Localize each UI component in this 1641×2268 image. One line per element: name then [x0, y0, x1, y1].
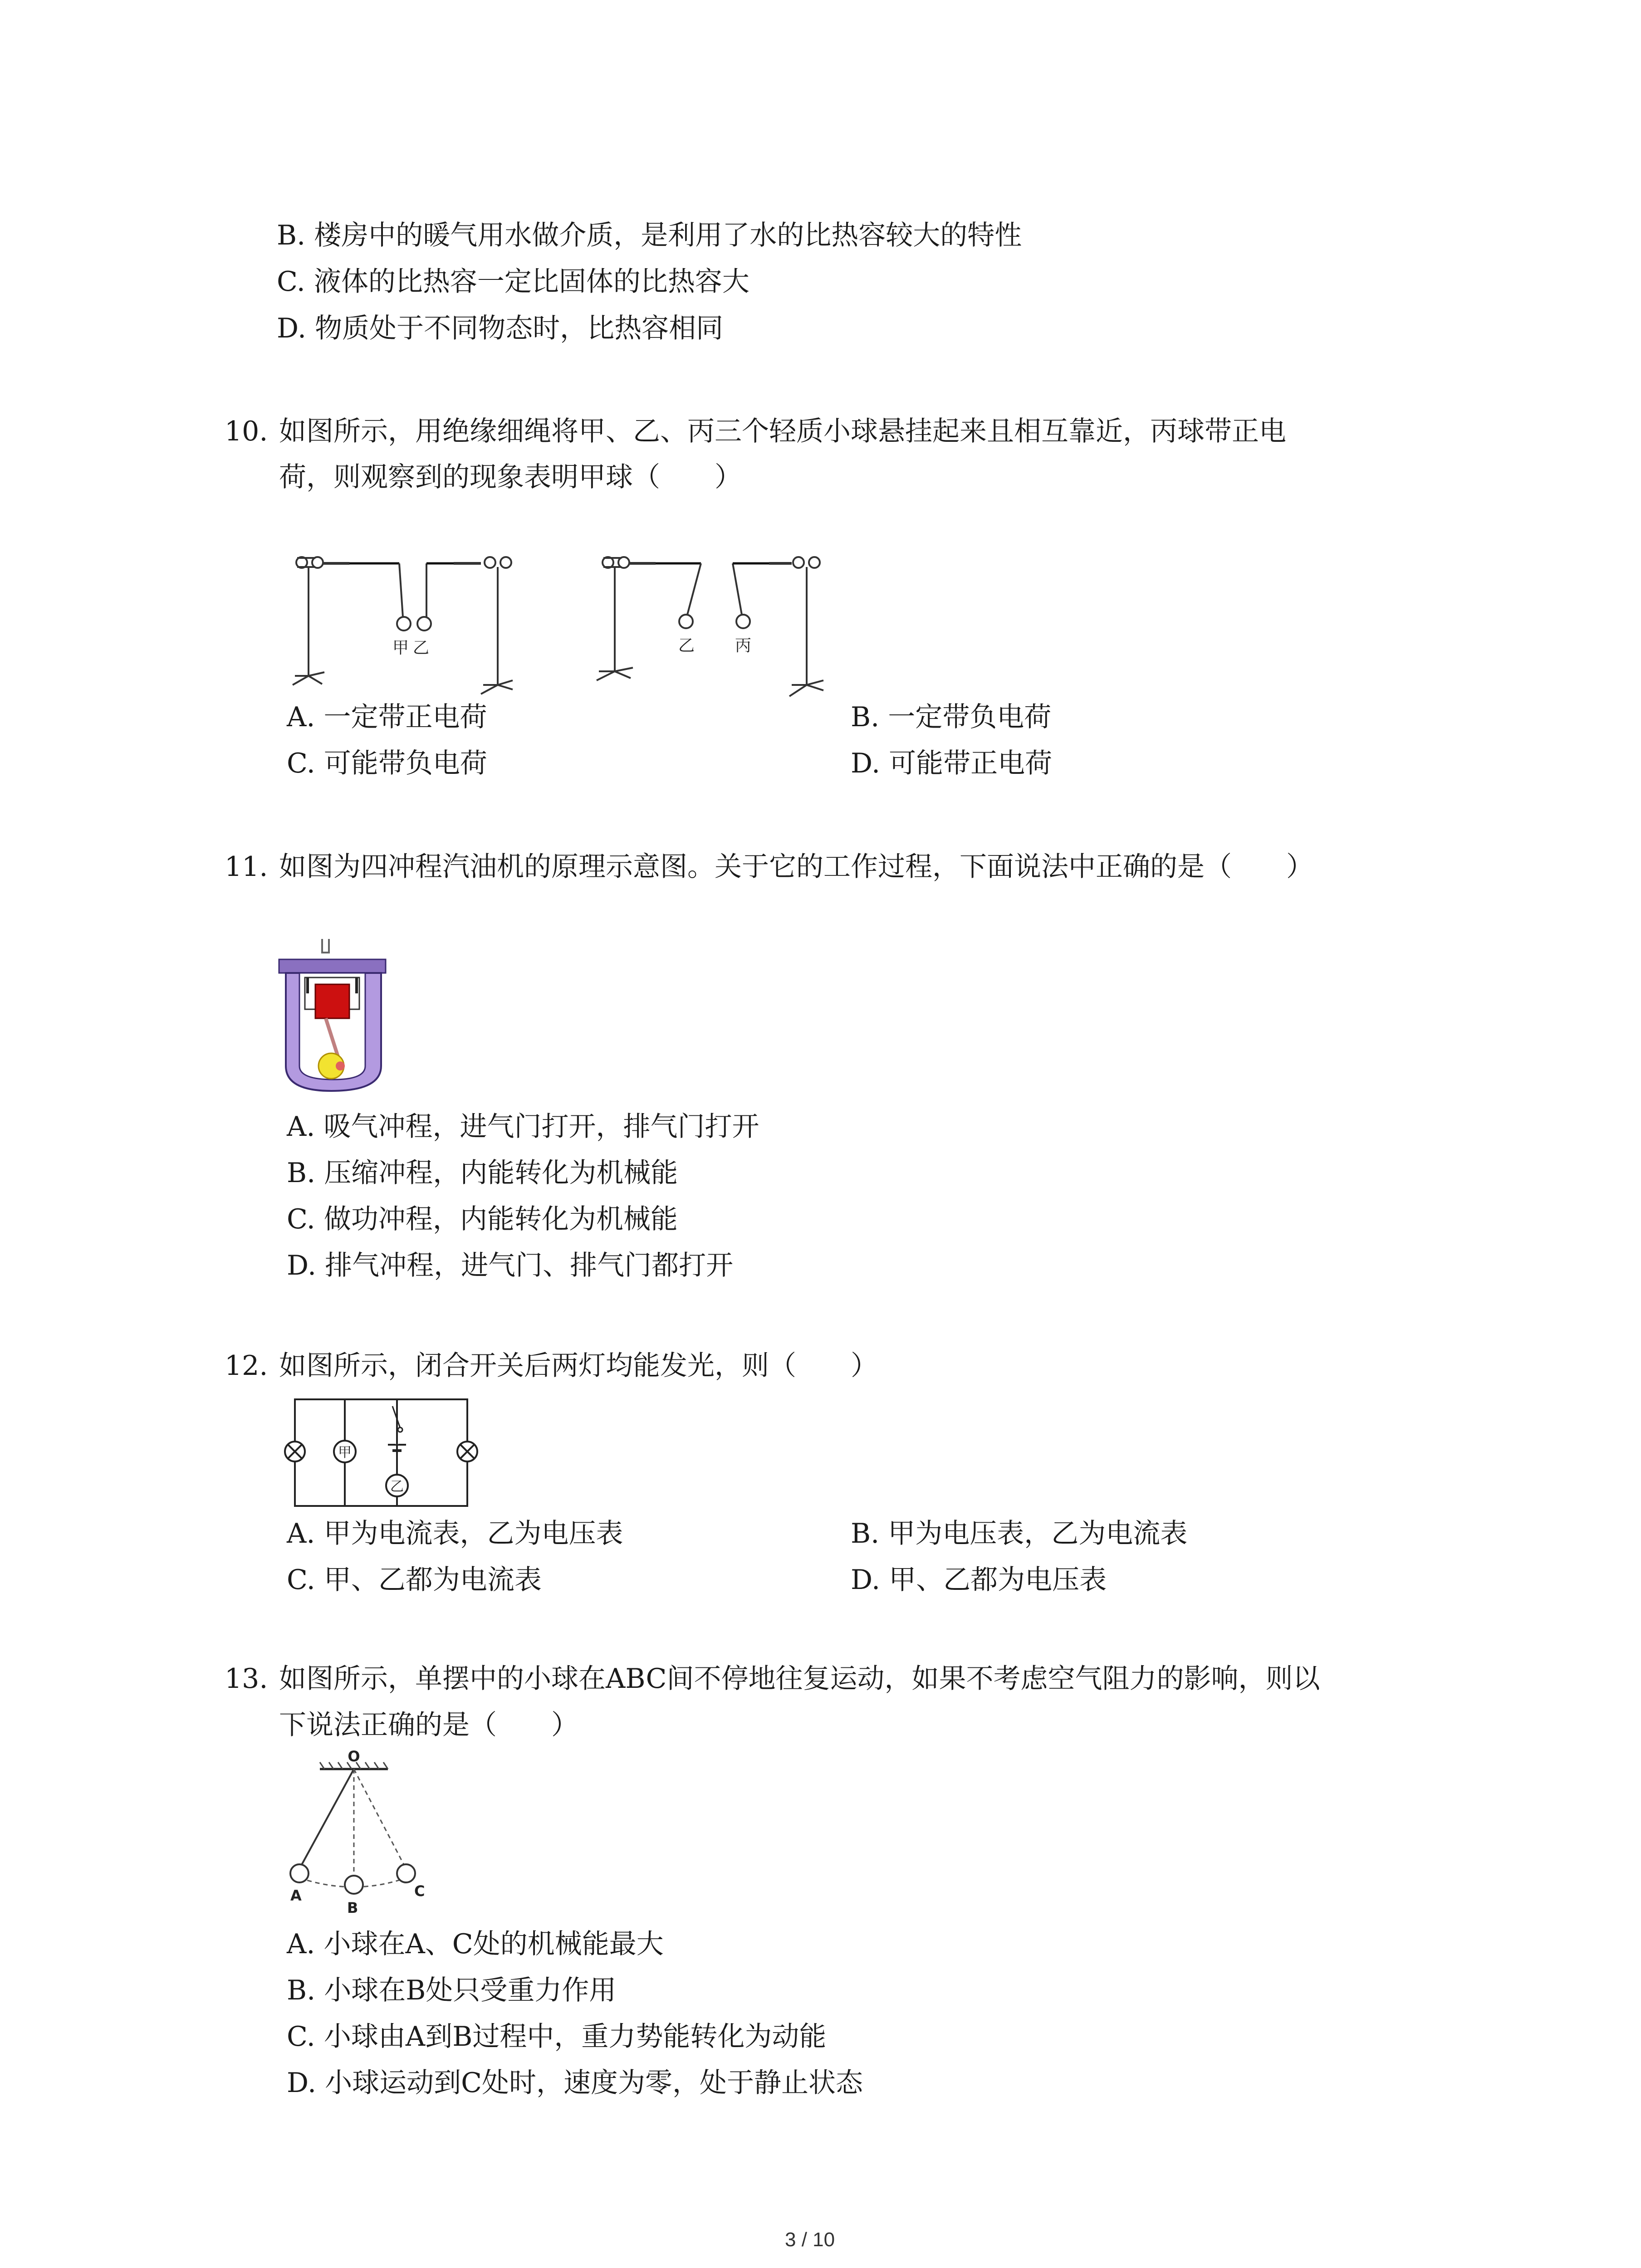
q13-option-a: A. 小球在A、C处的机械能最大 — [287, 1928, 664, 1960]
page-number: 3 / 10 — [785, 2229, 835, 2251]
q13-option-b: B. 小球在B处只受重力作用 — [287, 1975, 617, 2006]
q9-option-c: C. 液体的比热容一定比固体的比热容大 — [277, 266, 749, 298]
q12-option-c: C. 甲、乙都为电流表 — [287, 1564, 542, 1596]
q11-option-d: D. 排气冲程，进气门、排气门都打开 — [287, 1250, 734, 1281]
q13-figure-pendulum — [279, 1749, 442, 1930]
q12-option-b: B. 甲为电压表，乙为电流表 — [851, 1518, 1188, 1549]
q10-figure-suspended-balls — [277, 540, 867, 703]
q12-meter-jia-label: 甲 — [338, 1445, 352, 1461]
q13-stem-line2: 下说法正确的是（ ） — [279, 1709, 578, 1741]
q12-option-d: D. 甲、乙都为电压表 — [851, 1564, 1107, 1596]
q12-stem-line1: 如图所示，闭合开关后两灯均能发光，则（ ） — [279, 1350, 878, 1382]
q11-stem-line1: 如图为四冲程汽油机的原理示意图。关于它的工作过程，下面说法中正确的是（ ） — [279, 851, 1313, 883]
q10-option-a: A. 一定带正电荷 — [287, 701, 487, 733]
q13-label-b: B — [347, 1899, 358, 1916]
q12-meter-yi-label: 乙 — [390, 1479, 404, 1495]
q10-option-b: B. 一定带负电荷 — [851, 701, 1052, 733]
q10-label-jia: 甲 — [392, 639, 409, 657]
q10-stem-line2: 荷，则观察到的现象表明甲球（ ） — [279, 461, 742, 493]
q11-option-b: B. 压缩冲程，内能转化为机械能 — [287, 1157, 678, 1189]
q12-figure-circuit — [281, 1393, 481, 1515]
q13-option-c: C. 小球由A到B过程中，重力势能转化为动能 — [287, 2021, 827, 2053]
q10-label-yi-1: 乙 — [413, 639, 430, 657]
q13-number: 13. — [225, 1663, 268, 1695]
q13-label-o: O — [348, 1749, 360, 1765]
q10-label-yi-2: 乙 — [678, 636, 695, 655]
q10-number: 10. — [225, 415, 268, 447]
q11-option-c: C. 做功冲程，内能转化为机械能 — [287, 1203, 678, 1235]
q13-option-d: D. 小球运动到C处时，速度为零，处于静止状态 — [287, 2067, 863, 2099]
q10-option-d: D. 可能带正电荷 — [851, 748, 1053, 779]
q12-option-a: A. 甲为电流表，乙为电压表 — [287, 1518, 623, 1549]
q11-figure-engine-diagram — [272, 934, 399, 1098]
q13-label-a: A — [290, 1887, 302, 1904]
q13-stem-line1: 如图所示，单摆中的小球在ABC间不停地往复运动，如果不考虑空气阻力的影响，则以 — [279, 1663, 1320, 1695]
q12-number: 12. — [225, 1350, 268, 1382]
q13-label-c: C — [414, 1882, 425, 1900]
q10-option-c: C. 可能带负电荷 — [287, 748, 487, 779]
q9-option-d: D. 物质处于不同物态时，比热容相同 — [277, 313, 724, 344]
q10-stem-line1: 如图所示，用绝缘细绳将甲、乙、丙三个轻质小球悬挂起来且相互靠近，丙球带正电 — [279, 415, 1286, 447]
q11-option-a: A. 吸气冲程，进气门打开，排气门打开 — [287, 1111, 759, 1143]
q9-option-b: B. 楼房中的暖气用水做介质，是利用了水的比热容较大的特性 — [277, 220, 1022, 251]
q11-number: 11. — [225, 851, 268, 883]
q10-label-bing: 丙 — [735, 636, 752, 655]
